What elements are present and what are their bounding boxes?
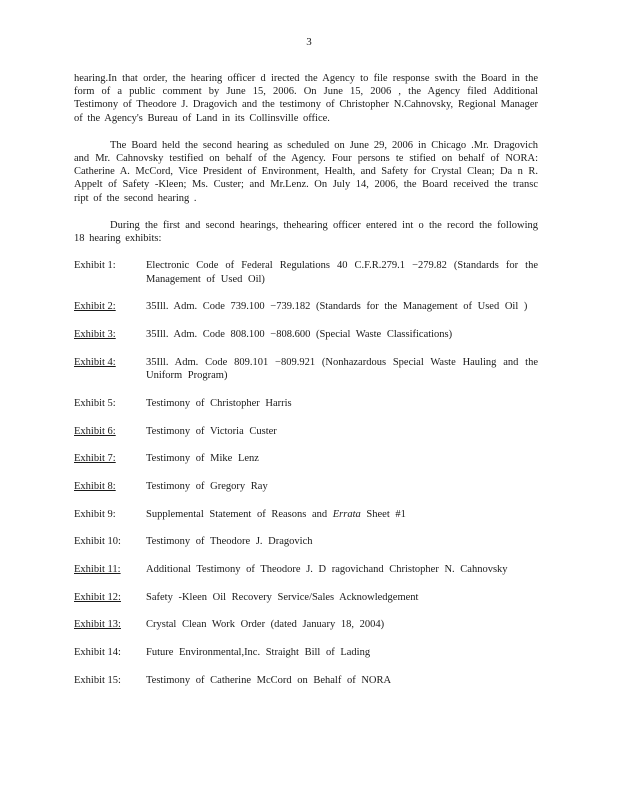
- document-body: [74, 72, 538, 702]
- exhibit-description-text: Supplemental Statement of Reasons and: [146, 508, 333, 520]
- exhibit-item: [74, 535, 538, 549]
- exhibit-label: Exhibit 10:: [74, 536, 121, 548]
- exhibit-item: [74, 452, 538, 466]
- exhibit-description: Testimony of Christopher Harris: [146, 397, 292, 409]
- exhibit-item: [74, 563, 538, 577]
- exhibit-label: Exhibit 13:: [74, 619, 121, 631]
- exhibit-item: [74, 480, 538, 494]
- exhibit-label: Exhibit 1:: [74, 260, 116, 272]
- exhibit-item: [74, 300, 538, 314]
- exhibit-label: Exhibit 3:: [74, 329, 116, 341]
- errata-italic-text: Errata: [332, 508, 361, 520]
- exhibit-item: [74, 397, 538, 411]
- exhibit-item: [74, 259, 538, 286]
- paragraph-second-hearing: The Board held the second hearing as scheduled on June 29, 2006 in Chicago .Mr. Dragovich and Mr. Cahnovsky testified on behalf of the Agency. Four persons te stified on behalf of NORA: Catherine A. McCord, Vice President of Environment, Health, and Safety for Crystal Clean; Da n R. Appelt of Safety -Kleen; Ms. Custer; and Mr.Lenz. On July 14, 2006, the Board received the transc ript of the second hearing .: [74, 139, 538, 204]
- exhibit-description: Additional Testimony of Theodore J. D ragovichand Christopher N. Cahnovsky: [146, 564, 508, 576]
- exhibit-description: Future Environmental,Inc. Straight Bill of Lading: [146, 647, 371, 659]
- paragraph-hearing-order: hearing.In that order, the hearing officer d irected the Agency to file response swith the Board in the form of a public comment by June 15, 2006. On June 15, 2006 , the Agency filed Additional Testimony of Theodore J. Dragovich and the testimony of Christopher N.Cahnovsky, Regional Manager of the Agency's Bureau of Land in its Collinsville office.: [74, 73, 538, 124]
- exhibit-description: Testimony of Victoria Custer: [146, 425, 277, 437]
- exhibit-item: [74, 674, 538, 688]
- page-number: 3: [306, 36, 312, 48]
- exhibit-description: 35Ill. Adm. Code 739.100 −739.182 (Standards for the Management of Used Oil ): [146, 301, 528, 313]
- paragraph-exhibits-intro: During the first and second hearings, thehearing officer entered int o the record the following 18 hearing exhibits:: [74, 219, 538, 245]
- exhibit-label: Exhibit 8:: [74, 481, 116, 493]
- exhibit-label: Exhibit 9:: [74, 508, 116, 520]
- exhibit-item: [74, 591, 538, 605]
- exhibit-label: Exhibit 5:: [74, 397, 116, 409]
- exhibit-description: Testimony of Mike Lenz: [146, 453, 259, 465]
- exhibit-label: Exhibit 7:: [74, 453, 116, 465]
- exhibit-description: 35Ill. Adm. Code 809.101 −809.921 (Nonhazardous Special Waste Hauling and the Uniform Program): [146, 356, 538, 382]
- exhibit-description: Crystal Clean Work Order (dated January 18, 2004): [146, 619, 385, 631]
- exhibit-label: Exhibit 4:: [74, 356, 116, 368]
- exhibit-item: [74, 508, 538, 522]
- exhibit-description: [146, 508, 538, 522]
- exhibit-description-text: Sheet #1: [360, 508, 406, 520]
- exhibit-description: Testimony of Catherine McCord on Behalf of NORA: [146, 674, 392, 686]
- exhibit-list: [74, 259, 538, 687]
- exhibit-label: Exhibit 2:: [74, 301, 116, 313]
- exhibit-label: Exhibit 6:: [74, 425, 116, 437]
- exhibit-label: Exhibit 14:: [74, 647, 121, 659]
- exhibit-description: Testimony of Gregory Ray: [146, 481, 268, 493]
- exhibit-item: [74, 425, 538, 439]
- exhibit-label: Exhibit 11:: [74, 564, 121, 576]
- exhibit-description: Testimony of Theodore J. Dragovich: [146, 536, 313, 548]
- exhibit-item: [74, 646, 538, 660]
- exhibit-item: [74, 618, 538, 632]
- exhibit-description: Safety -Kleen Oil Recovery Service/Sales Acknowledgement: [146, 591, 419, 603]
- exhibit-description: 35Ill. Adm. Code 808.100 −808.600 (Special Waste Classifications): [146, 329, 453, 341]
- exhibit-label: Exhibit 12:: [74, 591, 121, 603]
- exhibit-description: Electronic Code of Federal Regulations 40 C.F.R.279.1 −279.82 (Standards for the Management of Used Oil): [146, 260, 538, 285]
- exhibit-item: [74, 356, 538, 383]
- exhibit-label: Exhibit 15:: [74, 674, 121, 686]
- exhibit-item: [74, 328, 538, 342]
